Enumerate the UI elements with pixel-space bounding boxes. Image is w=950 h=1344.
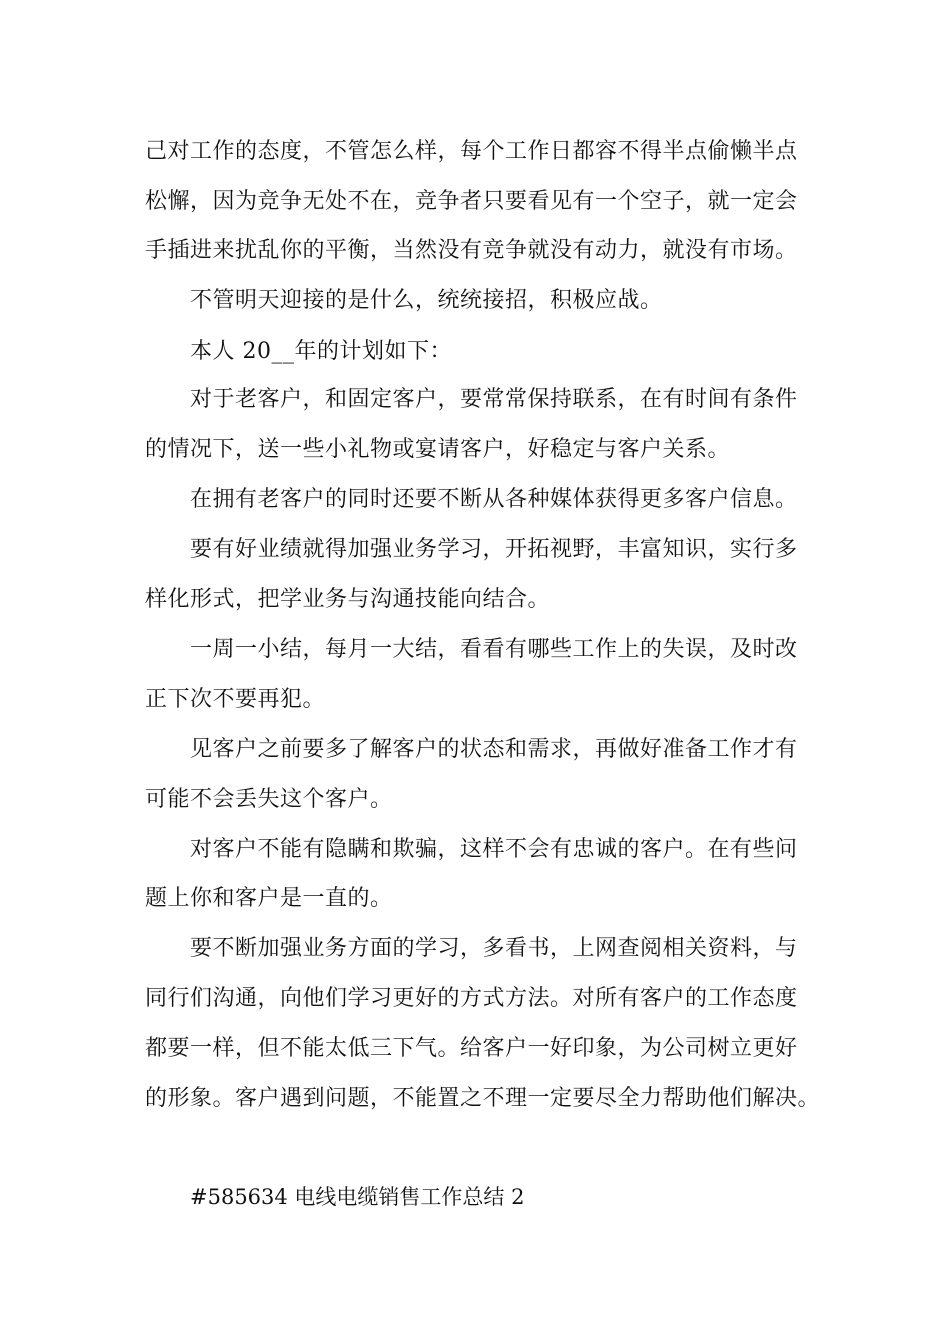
paragraph-line: 同行们沟通，向他们学习更好的方式方法。对所有客户的工作态度 [145,986,798,1011]
paragraph-line: 正下次不要再犯。 [145,687,326,712]
paragraph-line: 本人 20__年的计划如下： [190,339,452,364]
paragraph-line: 要不断加强业务方面的学习，多看书，上网查阅相关资料，与 [190,936,798,961]
paragraph-line: 松懈，因为竞争无处不在，竞争者只要看见有一个空子，就一定会 [145,189,798,214]
paragraph-line: 见客户之前要多了解客户的状态和需求，再做好准备工作才有 [190,737,798,762]
paragraph-line: 可能不会丢失这个客户。 [145,787,393,812]
paragraph-line: 一周一小结，每月一大结，看看有哪些工作上的失误，及时改 [190,637,798,662]
paragraph-line: 的情况下，送一些小礼物或宴请客户，好稳定与客户关系。 [145,437,731,462]
paragraph-line: 在拥有老客户的同时还要不断从各种媒体获得更多客户信息。 [190,487,798,512]
paragraph-line: 都要一样，但不能太低三下气。给客户一好印象，为公司树立更好 [145,1036,798,1061]
paragraph-line: 手插进来扰乱你的平衡，当然没有竞争就没有动力，就没有市场。 [145,238,798,263]
paragraph-line: 不管明天迎接的是什么，统统接招，积极应战。 [190,288,663,313]
section-heading: #585634 电线电缆销售工作总结 2 [190,1185,525,1209]
paragraph-line: 对客户不能有隐瞒和欺骗，这样不会有忠诚的客户。在有些问 [190,837,798,862]
paragraph-line: 要有好业绩就得加强业务学习，开拓视野，丰富知识，实行多 [190,537,798,562]
paragraph-line: 对于老客户，和固定客户，要常常保持联系，在有时间有条件 [190,387,798,412]
paragraph-line: 己对工作的态度，不管怎么样，每个工作日都容不得半点偷懒半点 [145,139,798,164]
paragraph-line: 样化形式，把学业务与沟通技能向结合。 [145,587,551,612]
paragraph-line: 的形象。客户遇到问题，不能置之不理一定要尽全力帮助他们解决。 [145,1086,821,1111]
paragraph-line: 题上你和客户是一直的。 [145,886,393,911]
